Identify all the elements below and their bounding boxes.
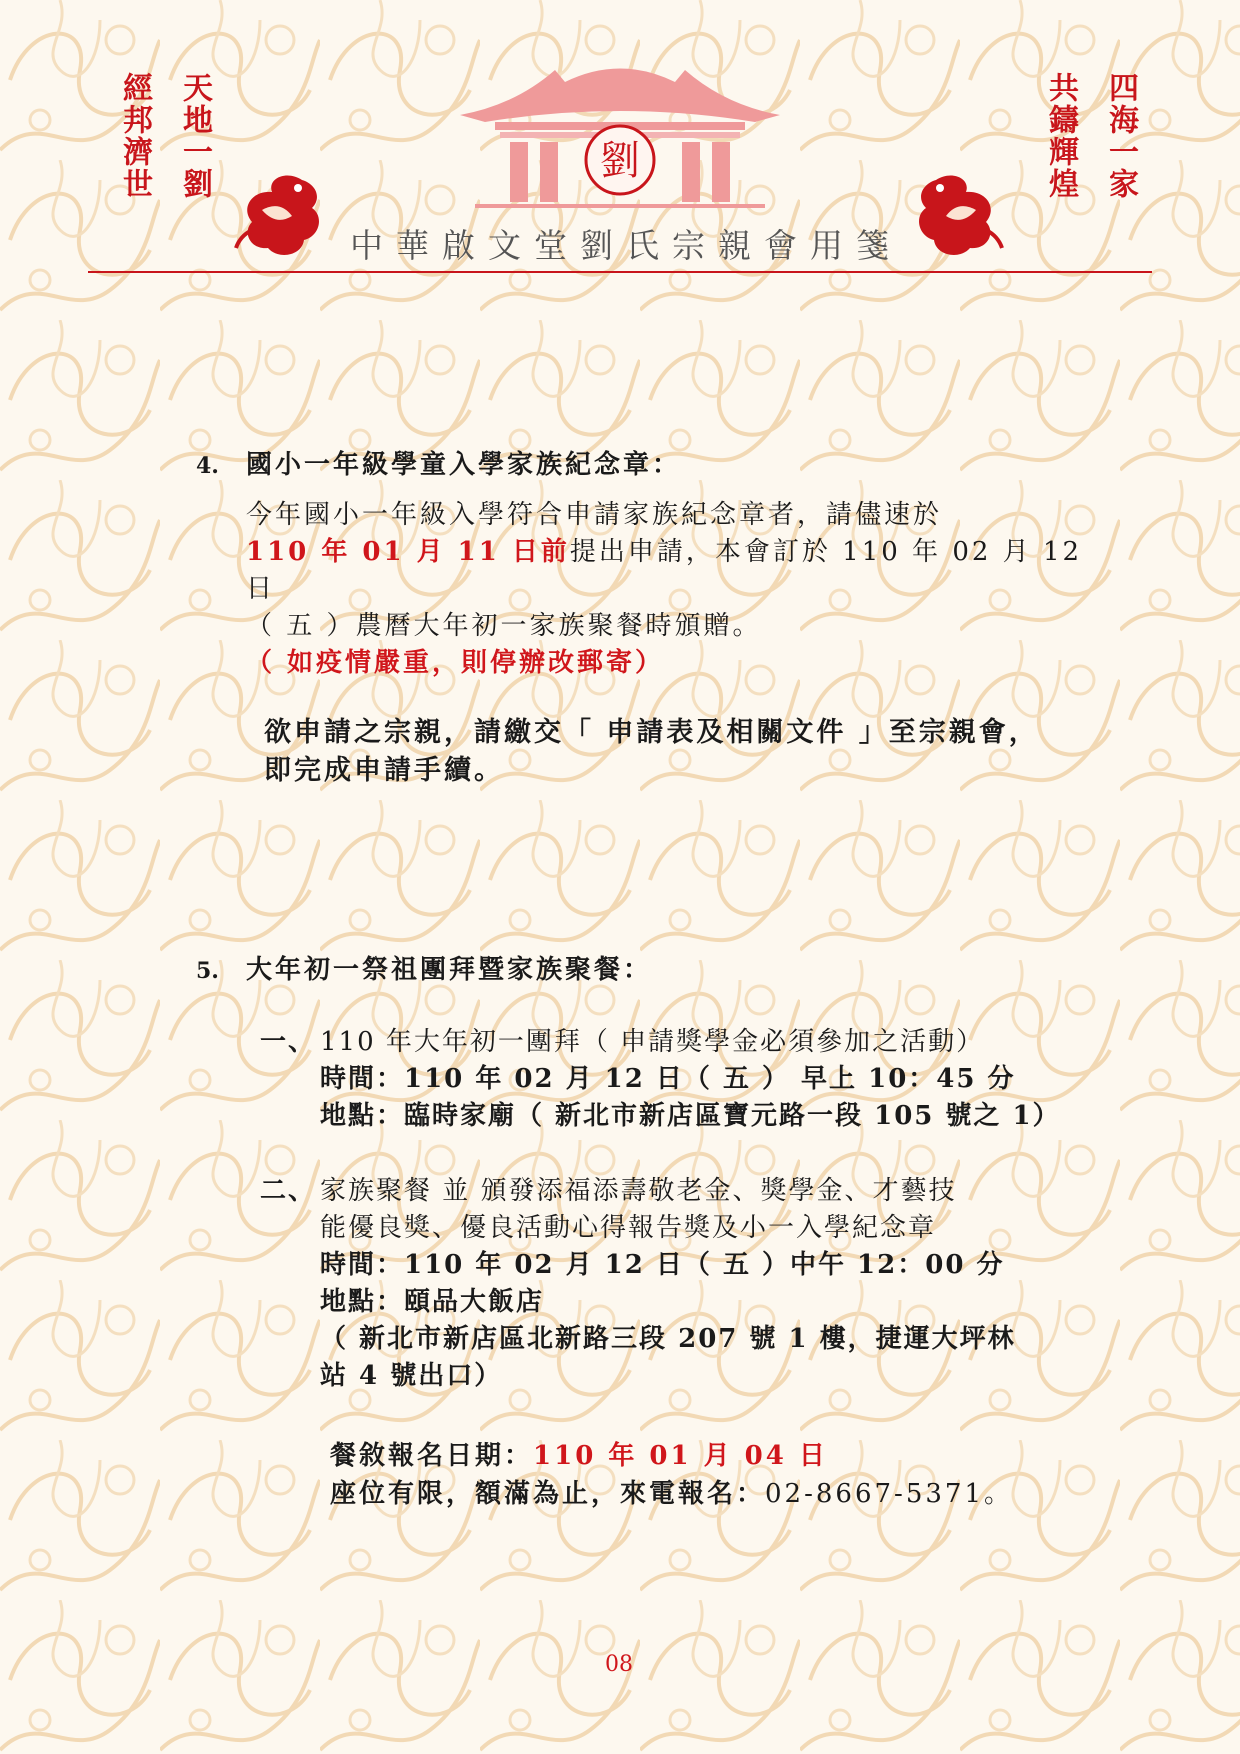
- event-time: 時間：110 年 02 月 12 日（ 五 ）中午 12：00 分: [320, 1250, 1005, 1280]
- signup-date: 110 年 01 月 04 日: [533, 1441, 828, 1471]
- letterhead-title: 中華啟文堂劉氏宗親會用箋: [350, 226, 902, 265]
- couplet-line: 共鑄輝煌: [1043, 72, 1078, 200]
- dragon-icon: [910, 170, 1006, 262]
- event-location: 地點：頤品大飯店: [320, 1287, 545, 1317]
- body-text: 提出申請，本會訂於 110 年 02 月 12 日: [246, 537, 1083, 604]
- event-time: 時間：110 年 02 月 12 日（ 五 ） 早上 10：45 分: [320, 1064, 1016, 1094]
- signup-text: 座位有限，額滿為止，來電報名：: [330, 1479, 766, 1509]
- couplet-line: 天地一劉: [177, 72, 212, 200]
- item-marker: 二、: [260, 1176, 317, 1206]
- section-number: 4.: [196, 453, 219, 479]
- body-line: 今年國小一年級入學符合申請家族紀念章者，請儘速於: [246, 500, 943, 530]
- item-marker: 一、: [260, 1027, 317, 1057]
- body-line: 家族聚餐 並 頒發添福添壽敬老金、獎學金、才藝技: [320, 1176, 957, 1206]
- couplet-line: 經邦濟世: [117, 72, 152, 200]
- application-note: [264, 714, 1039, 790]
- right-couplet: [1040, 72, 1140, 200]
- header-divider: [88, 271, 1152, 273]
- body-line: 能優良獎、優良活動心得報告獎及小一入學紀念章: [320, 1213, 937, 1243]
- section-number: 5.: [196, 958, 219, 984]
- body-line: [330, 1437, 1013, 1475]
- body-line: [330, 1475, 1013, 1513]
- signup-label: 餐敘報名日期：: [330, 1441, 534, 1471]
- event-address: （ 新北市新店區北新路三段 207 號 1 樓，捷運大坪林: [320, 1324, 1016, 1354]
- body-line: [246, 534, 1096, 608]
- event-item-worship: [260, 1024, 1061, 1135]
- deadline-text: 110 年 01 月 11 日前: [246, 537, 570, 567]
- section-5: [196, 949, 1116, 986]
- page-number: 08: [605, 1652, 633, 1677]
- temple-logo-icon: [455, 60, 785, 210]
- couplet-line: 四海一家: [1103, 72, 1138, 200]
- event-item-banquet: [260, 1173, 1016, 1395]
- event-address: 站 4 號出口）: [320, 1361, 503, 1391]
- phone-number: 02-8667-5371。: [765, 1479, 1014, 1509]
- body-line: 即完成申請手續。: [264, 755, 504, 786]
- event-location: 地點：臨時家廟（ 新北市新店區寶元路一段 105 號之 1）: [320, 1101, 1061, 1131]
- body-line: 110 年大年初一團拜（ 申請獎學金必須參加之活動）: [320, 1027, 985, 1057]
- signup-info: [330, 1437, 1013, 1513]
- body-line: 欲申請之宗親，請繳交「 申請表及相關文件 」至宗親會，: [264, 717, 1039, 748]
- seal-char: 劉: [600, 138, 640, 184]
- dragon-icon: [232, 170, 328, 262]
- section-title: 大年初一祭祖團拜暨家族聚餐：: [246, 955, 653, 985]
- left-couplet: [114, 72, 214, 200]
- covid-notice: （ 如疫情嚴重，則停辦改郵寄）: [246, 648, 665, 678]
- section-title: 國小一年級學童入學家族紀念章：: [246, 450, 682, 480]
- body-line: （ 五 ）農曆大年初一家族聚餐時頒贈。: [246, 611, 762, 641]
- section-4-body: [246, 497, 1096, 682]
- section-4: [196, 444, 1096, 682]
